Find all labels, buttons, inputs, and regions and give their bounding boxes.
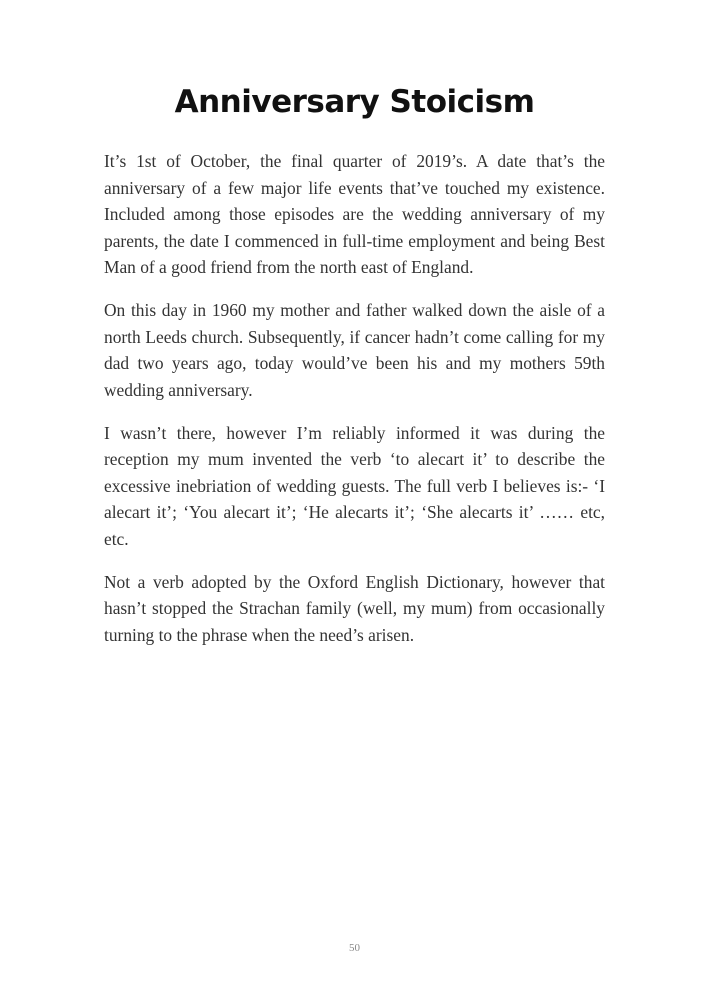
paragraph: It’s 1st of October, the final quarter of 2019’s. A date that’s the anniversary of a few major life events that’ve touched my existence. Included among those episodes are the wedding anniversary of my parents, the date I commenced in full-time employment and being Best Man of a good friend from the north east of England. xyxy=(104,151,605,277)
paragraph: Not a verb adopted by the Oxford English Dictionary, however that hasn’t stopped the Strachan family (well, my mum) from occasionally turning to the phrase when the need’s arisen. xyxy=(104,571,605,645)
page-title: Anniversary Stoicism xyxy=(174,84,535,120)
paragraph: I wasn’t there, however I’m reliably informed it was during the reception my mum invented the verb ‘to alecart it’ to describe the excessive inebriation of wedding guests. The full verb I believes is:- ‘I alecart it’; ‘You alecart it’; ‘He alecarts it’; ‘She alecarts it’ …… etc, etc. xyxy=(104,422,605,549)
paragraph: On this day in 1960 my mother and father walked down the aisle of a north Leeds church. Subsequently, if cancer hadn’t come calling for my dad two years ago, today would’ve been his and my mothers 59th wedding anniversary. xyxy=(104,300,605,400)
page-number: 50 xyxy=(349,942,360,954)
body-text xyxy=(104,148,605,665)
